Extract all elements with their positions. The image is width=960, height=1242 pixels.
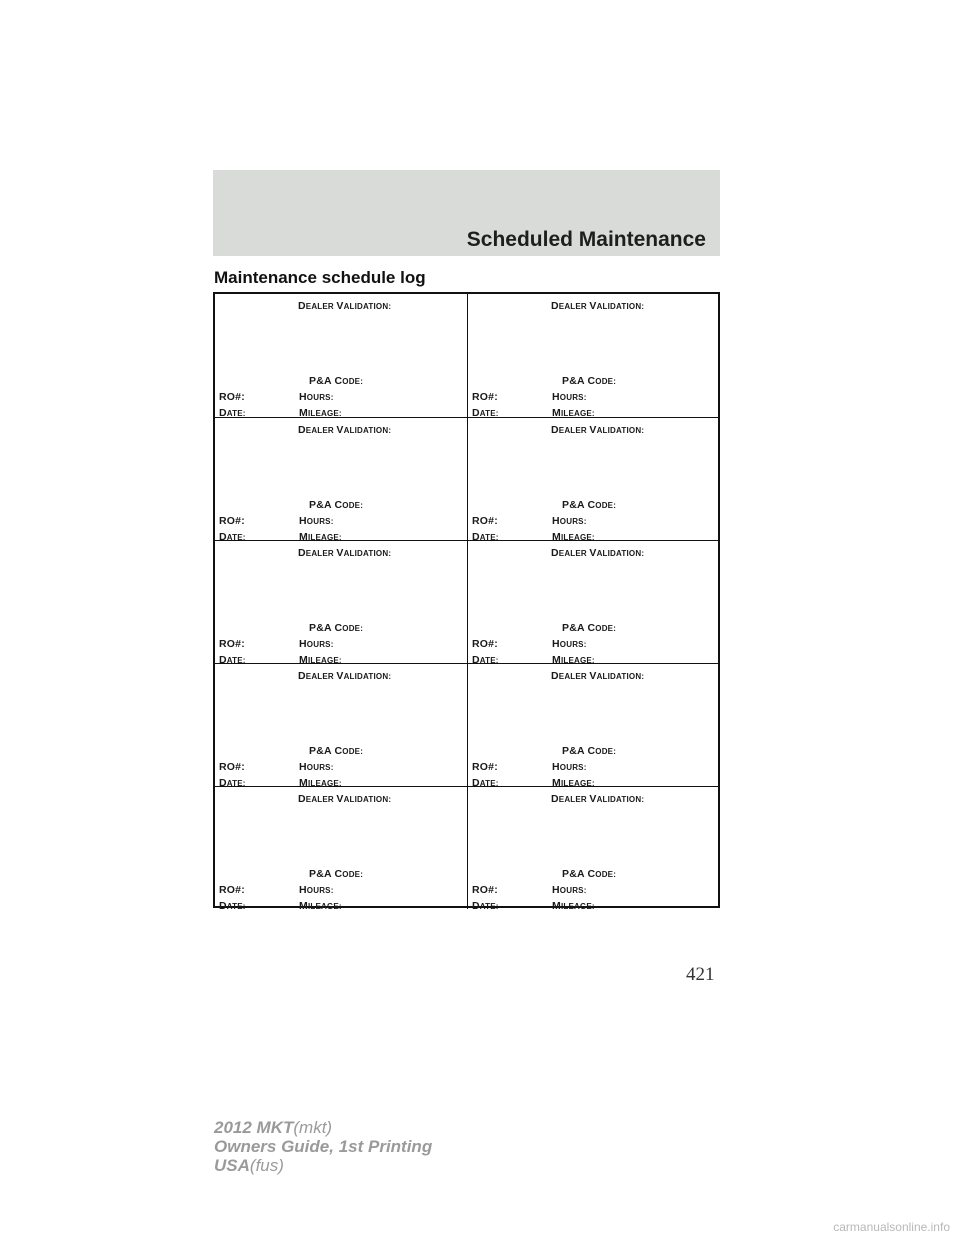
- log-entry-cell: [467, 294, 718, 417]
- hours-label: HOURS:: [552, 884, 587, 896]
- ro-number-label: RO#:: [219, 761, 245, 773]
- mileage-label: MILEAGE:: [299, 407, 342, 419]
- header-band: [213, 170, 720, 256]
- footer-line-2: Owners Guide, 1st Printing: [214, 1137, 433, 1156]
- pa-code-label: P&A CODE:: [562, 868, 617, 880]
- footer-market-code: (fus): [249, 1156, 284, 1175]
- log-entry-cell: [215, 541, 466, 666]
- log-entry-cell: [215, 664, 466, 789]
- mileage-label: MILEAGE:: [299, 777, 342, 789]
- dealer-validation-label: DEALER VALIDATION:: [298, 793, 392, 805]
- date-label: DATE:: [219, 531, 246, 543]
- hours-label: HOURS:: [299, 884, 334, 896]
- mileage-label: MILEAGE:: [552, 654, 595, 666]
- ro-number-label: RO#:: [219, 884, 245, 896]
- hours-label: HOURS:: [299, 515, 334, 527]
- date-label: DATE:: [472, 654, 499, 666]
- ro-number-label: RO#:: [472, 391, 498, 403]
- log-row: [215, 417, 718, 543]
- hours-label: HOURS:: [299, 391, 334, 403]
- hours-label: HOURS:: [552, 515, 587, 527]
- ro-number-label: RO#:: [472, 515, 498, 527]
- date-label: DATE:: [472, 900, 499, 912]
- section-title: Maintenance schedule log: [214, 268, 426, 287]
- hours-label: HOURS:: [552, 391, 587, 403]
- date-label: DATE:: [472, 407, 499, 419]
- hours-label: HOURS:: [552, 638, 587, 650]
- dealer-validation-label: DEALER VALIDATION:: [298, 300, 392, 312]
- maintenance-log-table: [213, 292, 720, 912]
- dealer-validation-label: DEALER VALIDATION:: [298, 424, 392, 436]
- mileage-label: MILEAGE:: [299, 531, 342, 543]
- date-label: DATE:: [219, 900, 246, 912]
- log-row: [215, 540, 718, 666]
- footer-model: 2012 MKT: [214, 1118, 294, 1137]
- footer-line-1: [214, 1118, 432, 1137]
- footer: [214, 1118, 432, 1175]
- date-label: DATE:: [472, 777, 499, 789]
- dealer-validation-label: DEALER VALIDATION:: [551, 300, 645, 312]
- log-row: [215, 663, 718, 789]
- ro-number-label: RO#:: [219, 391, 245, 403]
- log-row: [215, 786, 718, 912]
- pa-code-label: P&A CODE:: [562, 499, 617, 511]
- mileage-label: MILEAGE:: [552, 900, 595, 912]
- pa-code-label: P&A CODE:: [309, 375, 364, 387]
- log-entry-cell: [215, 418, 466, 543]
- ro-number-label: RO#:: [472, 638, 498, 650]
- page-header-title: Scheduled Maintenance: [466, 228, 706, 251]
- date-label: DATE:: [472, 531, 499, 543]
- mileage-label: MILEAGE:: [552, 531, 595, 543]
- log-entry-cell: [467, 418, 718, 543]
- ro-number-label: RO#:: [472, 884, 498, 896]
- log-entry-cell: [467, 541, 718, 666]
- log-entry-cell: [215, 787, 466, 912]
- hours-label: HOURS:: [552, 761, 587, 773]
- dealer-validation-label: DEALER VALIDATION:: [551, 424, 645, 436]
- ro-number-label: RO#:: [219, 515, 245, 527]
- pa-code-label: P&A CODE:: [562, 745, 617, 757]
- dealer-validation-label: DEALER VALIDATION:: [551, 793, 645, 805]
- pa-code-label: P&A CODE:: [562, 375, 617, 387]
- date-label: DATE:: [219, 407, 246, 419]
- pa-code-label: P&A CODE:: [309, 868, 364, 880]
- mileage-label: MILEAGE:: [299, 654, 342, 666]
- ro-number-label: RO#:: [472, 761, 498, 773]
- pa-code-label: P&A CODE:: [309, 622, 364, 634]
- footer-line-3: [214, 1156, 432, 1175]
- hours-label: HOURS:: [299, 761, 334, 773]
- mileage-label: MILEAGE:: [552, 407, 595, 419]
- footer-market: USA: [214, 1156, 250, 1175]
- pa-code-label: P&A CODE:: [309, 499, 364, 511]
- watermark-text: carmanualsonline.info: [833, 1220, 950, 1234]
- dealer-validation-label: DEALER VALIDATION:: [298, 547, 392, 559]
- footer-model-code: (mkt): [293, 1118, 333, 1137]
- hours-label: HOURS:: [299, 638, 334, 650]
- dealer-validation-label: DEALER VALIDATION:: [551, 670, 645, 682]
- mileage-label: MILEAGE:: [552, 777, 595, 789]
- log-row: [215, 294, 718, 417]
- log-entry-cell: [215, 294, 466, 417]
- mileage-label: MILEAGE:: [299, 900, 342, 912]
- date-label: DATE:: [219, 654, 246, 666]
- pa-code-label: P&A CODE:: [309, 745, 364, 757]
- ro-number-label: RO#:: [219, 638, 245, 650]
- log-entry-cell: [467, 787, 718, 912]
- dealer-validation-label: DEALER VALIDATION:: [551, 547, 645, 559]
- pa-code-label: P&A CODE:: [562, 622, 617, 634]
- log-entry-cell: [467, 664, 718, 789]
- page-number: 421: [686, 964, 715, 985]
- dealer-validation-label: DEALER VALIDATION:: [298, 670, 392, 682]
- date-label: DATE:: [219, 777, 246, 789]
